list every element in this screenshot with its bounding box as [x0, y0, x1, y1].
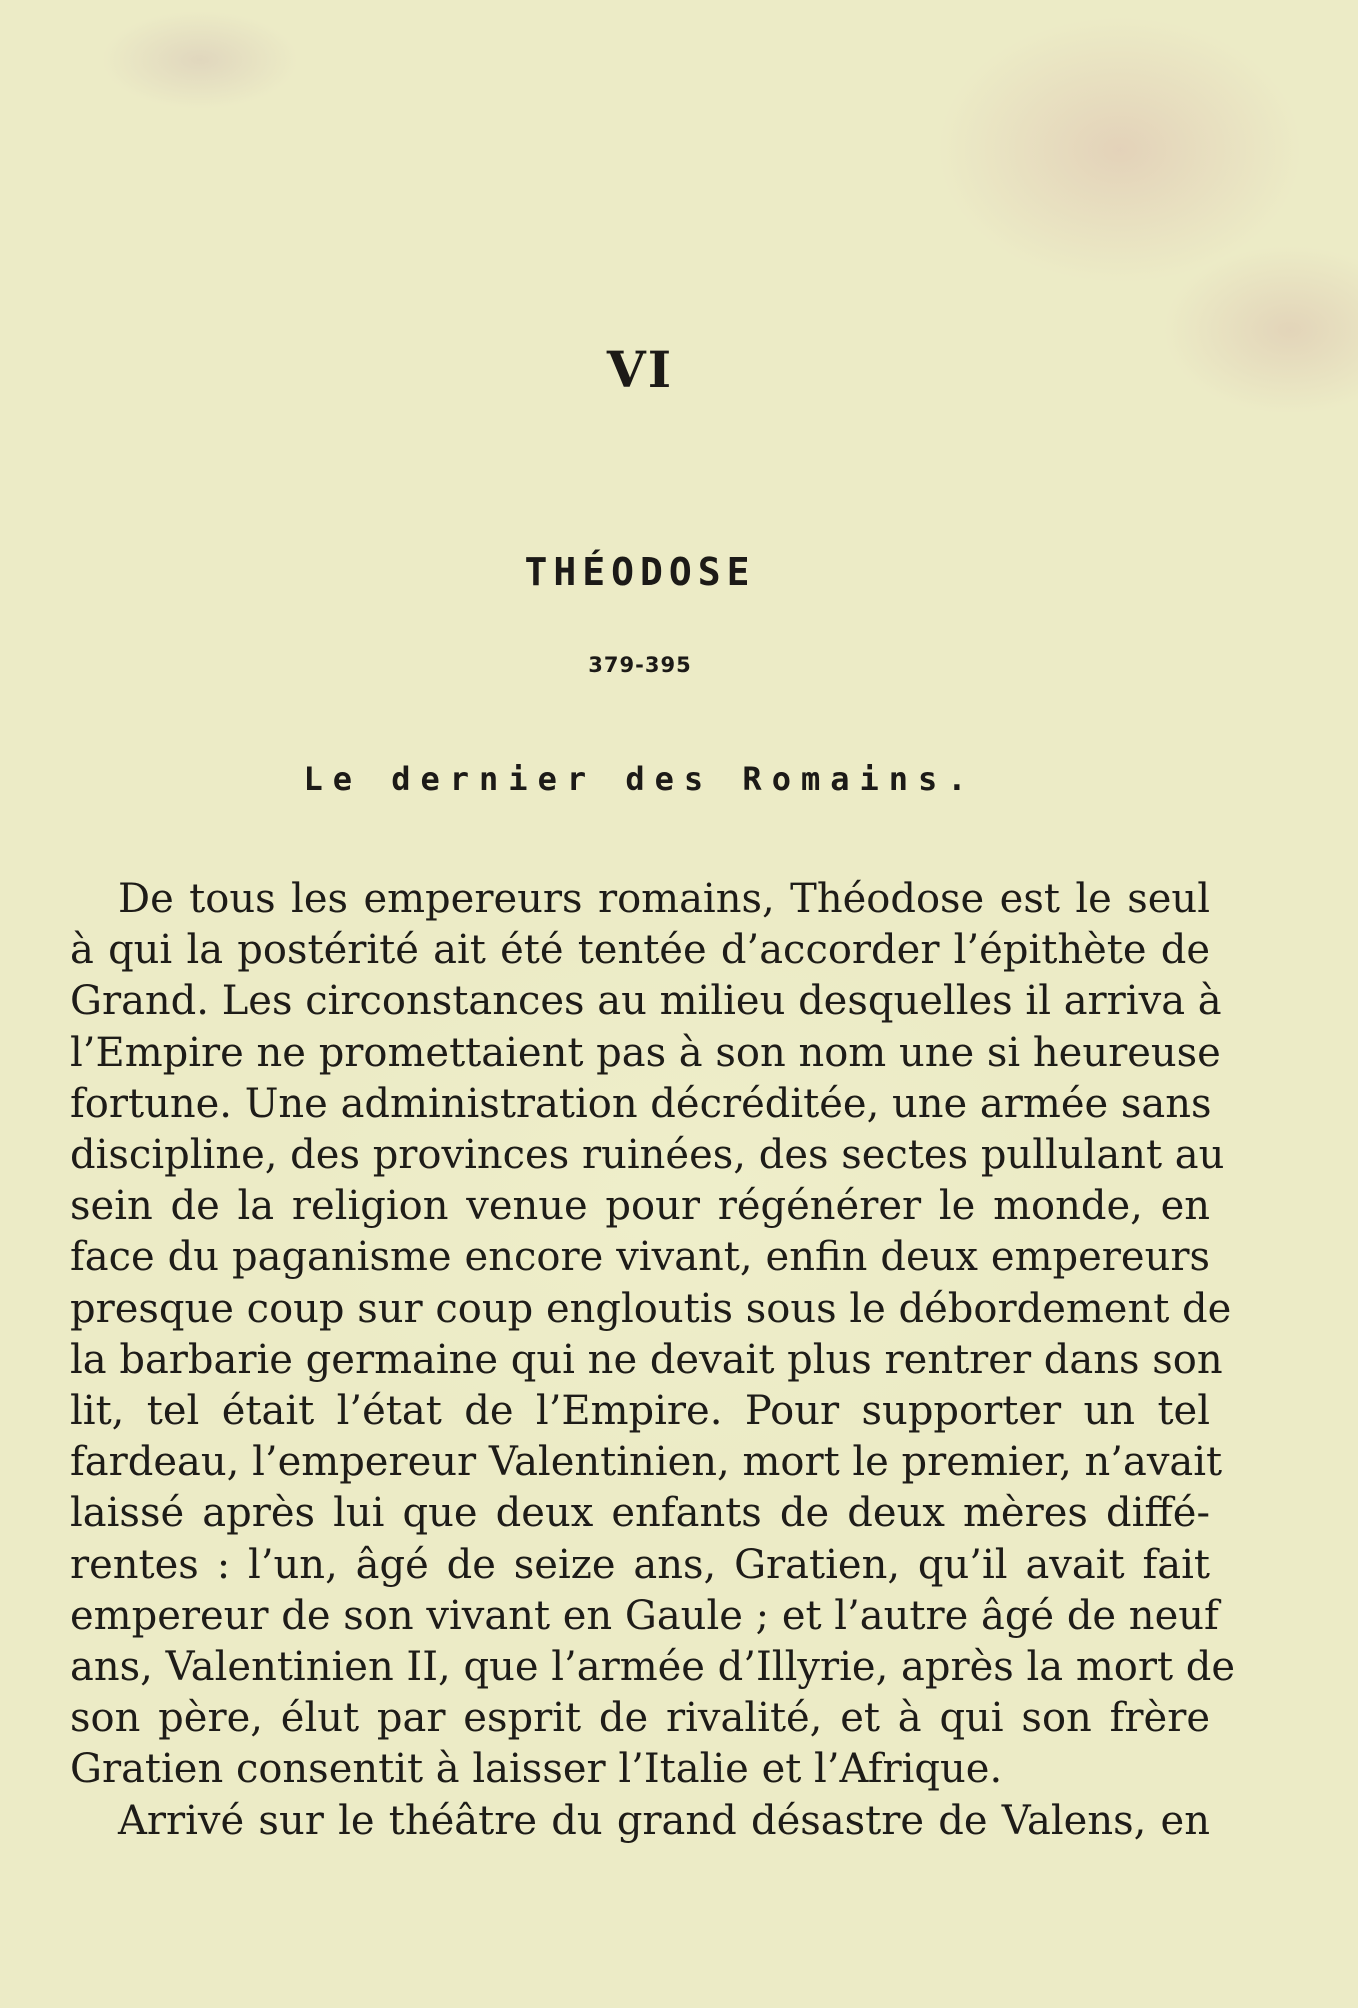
chapter-number: VI — [606, 340, 674, 399]
text-line: l’Empire ne promettaient pas à son nom une si heureuse — [70, 1029, 1221, 1076]
body-text — [70, 874, 1236, 1847]
text-line: discipline, des provinces ruinées, des sectes pullulant au — [70, 1132, 1225, 1179]
text-line: Grand. Les circonstances au milieu desquelles il arriva à — [70, 978, 1222, 1025]
text-line: à qui la postérité ait été tentée d’accorder l’épithète de — [70, 927, 1210, 974]
chapter-title: THÉODOSE — [524, 550, 756, 594]
text-line: face du paganisme encore vivant, enfin deux empereurs — [70, 1234, 1210, 1281]
chapter-dates: 379-395 — [588, 653, 692, 677]
text-line: rentes : l’un, âgé de seize ans, Gratien, qu’il avait fait — [70, 1541, 1210, 1588]
text-line: presque coup sur coup engloutis sous le débordement de — [70, 1285, 1232, 1332]
text-line: sein de la religion venue pour régénérer le monde, en — [70, 1183, 1210, 1230]
text-line: empereur de son vivant en Gaule ; et l’autre âgé de neuf — [70, 1592, 1219, 1639]
text-line: lit, tel était l’état de l’Empire. Pour supporter un tel — [70, 1388, 1210, 1435]
text-line: ans, Valentinien II, que l’armée d’Illyrie, après la mort de — [70, 1644, 1236, 1691]
text-line: De tous les empereurs romains, Théodose est le seul — [118, 876, 1210, 922]
text-line: fardeau, l’empereur Valentinien, mort le premier, n’avait — [70, 1439, 1223, 1486]
section-heading: Le dernier des Romains. — [303, 760, 977, 798]
text-line: la barbarie germaine qui ne devait plus rentrer dans son — [70, 1336, 1223, 1383]
text-line: son père, élut par esprit de rivalité, et à qui son frère — [70, 1695, 1210, 1742]
text-line: laissé après lui que deux enfants de deux mères diffé- — [70, 1490, 1210, 1537]
text-line: fortune. Une administration décréditée, une armée sans — [70, 1080, 1212, 1127]
text-line: Arrivé sur le théâtre du grand désastre de Valens, en — [118, 1797, 1210, 1844]
text-line: Gratien consentit à laisser l’Italie et l’Afrique. — [70, 1746, 1003, 1793]
